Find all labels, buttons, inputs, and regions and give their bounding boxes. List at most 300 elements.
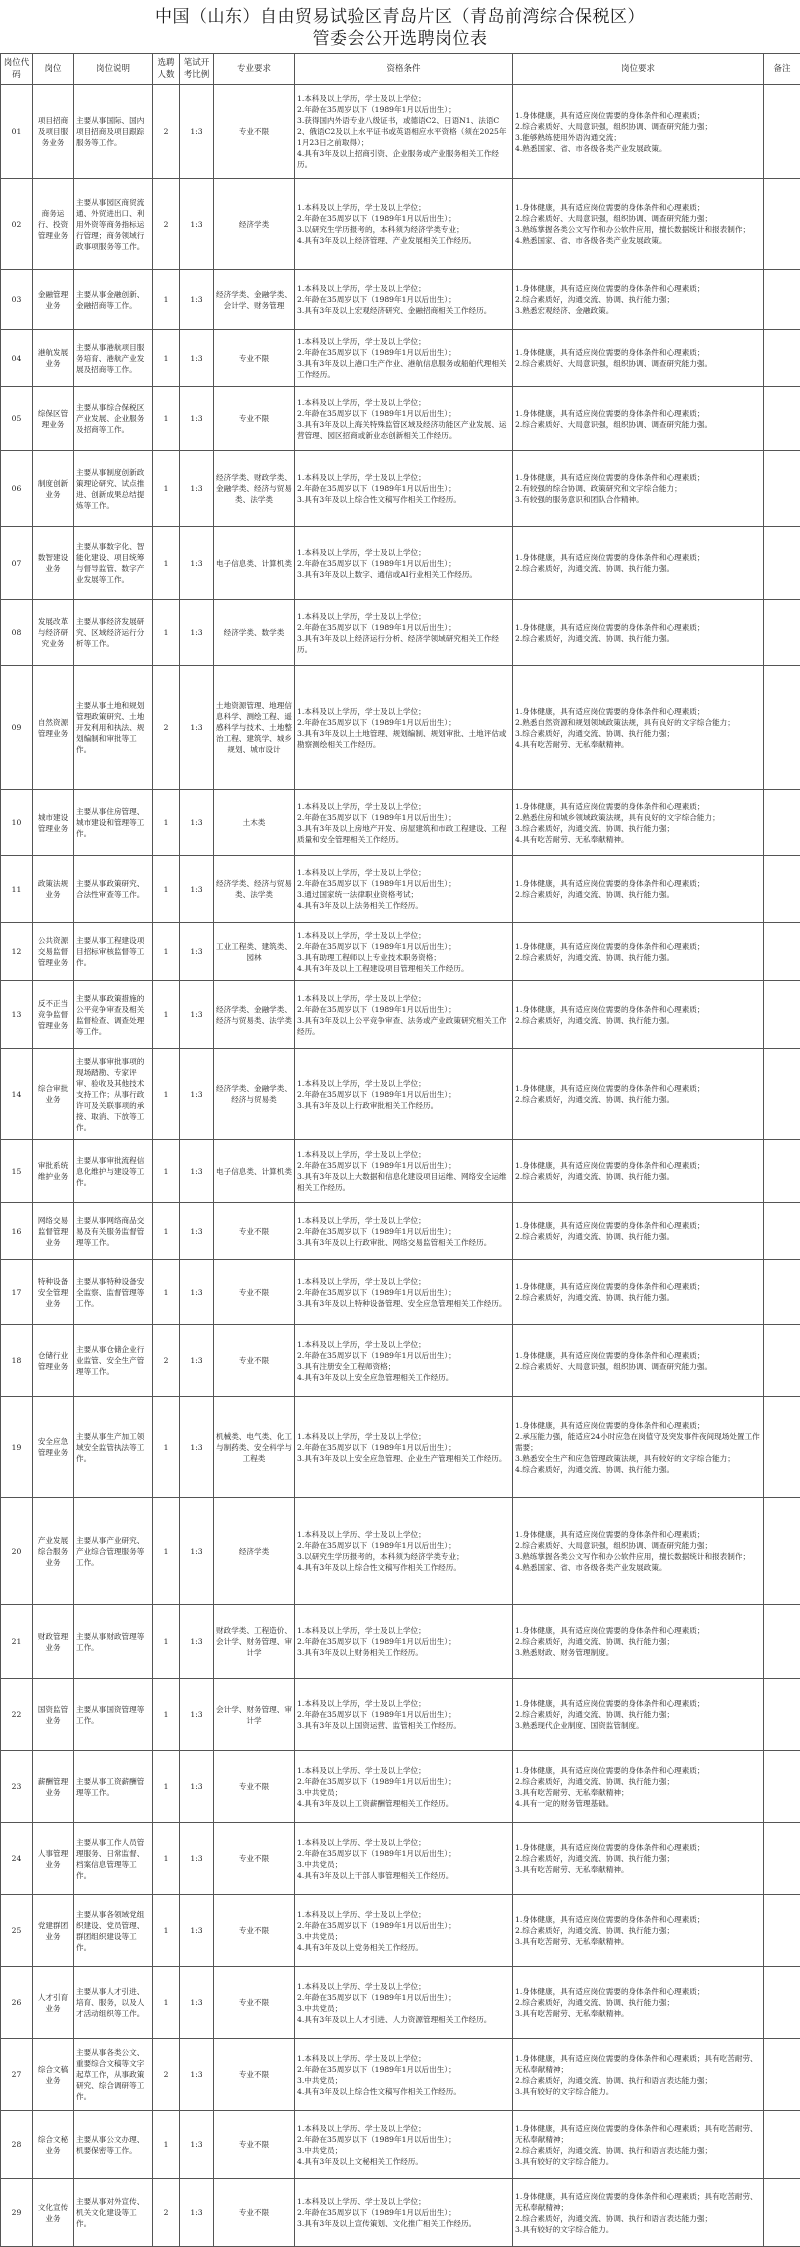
- qualification-item: 2.年龄在35周岁以下（1989年1月以后出生）；: [297, 1442, 510, 1453]
- cell-ratio: 1:3: [180, 1498, 214, 1605]
- requirement-item: 3.有较强的服务意识和团队合作精神。: [515, 494, 761, 505]
- cell-major: 土木类: [214, 790, 295, 856]
- cell-requirements: [513, 85, 764, 179]
- qualification-item: 3.中共党员；: [297, 1859, 510, 1870]
- requirement-item: 1.身体健康，具有适应岗位需要的身体条件和心理素质；: [515, 1350, 761, 1361]
- header-notes: 备注: [764, 54, 800, 85]
- requirement-item: 3.熟悉财政、财务管理制度。: [515, 1647, 761, 1658]
- cell-post: 制度创新业务: [33, 451, 74, 527]
- cell-ratio: 1:3: [180, 1325, 214, 1397]
- table-row: [1, 1823, 800, 1895]
- cell-post: 数智建设业务: [33, 527, 74, 600]
- qualification-item: 3.以研究生学历报考的，本科须为经济学类专业；: [297, 224, 510, 235]
- requirement-item: 3.具有吃苦耐劳、无私奉献精神。: [515, 1864, 761, 1875]
- cell-ratio: 1:3: [180, 981, 214, 1049]
- qualification-item: 1.本科及以上学历、学士及以上学位；: [297, 1529, 510, 1540]
- table-row: [1, 2111, 800, 2179]
- qualification-item: 2.年龄在35周岁以下（1989年1月以后出生）；: [297, 1004, 510, 1015]
- qualification-item: 3.中共党员；: [297, 2075, 510, 2086]
- qualification-item: 1.本科及以上学历、学士及以上学位；: [297, 2196, 510, 2207]
- qualification-item: 3.获得国内外语专业八级证书，或德语C2、日语N1、法语C2、俄语C2及以上水平证书或英语相应水平资格（须在2025年1月23日之前取得）；: [297, 115, 510, 148]
- qualification-item: 2.年龄在35周岁以下（1989年1月以后出生）；: [297, 1848, 510, 1859]
- qualification-item: 1.本科及以上学历，学士及以上学位；: [297, 801, 510, 812]
- cell-qualifications: [295, 1895, 513, 1967]
- requirement-item: 2.综合素质好、大局意识强，组织协调、调查研究能力强。: [515, 358, 761, 369]
- table-row: [1, 1679, 800, 1751]
- table-row: [1, 1049, 800, 1140]
- requirement-item: 3.具有吃苦耐劳、无私奉献精神。: [515, 1936, 761, 1947]
- cell-requirements: [513, 600, 764, 666]
- qualification-item: 1.本科及以上学历、学士及以上学位；: [297, 2123, 510, 2134]
- cell-count: 1: [153, 1895, 180, 1967]
- cell-major: 电子信息类、计算机类: [214, 1140, 295, 1203]
- requirement-item: 2.综合素质好，沟通交流、协调、执行能力强。: [515, 1094, 761, 1105]
- requirement-item: 2.综合素质好，沟通交流、协调、执行能力强。: [515, 1292, 761, 1303]
- requirement-item: 1.身体健康，具有适应岗位需要的身体条件和心理素质；: [515, 472, 761, 483]
- cell-post: 特种设备安全管理业务: [33, 1260, 74, 1325]
- qualification-item: 3.具有3年及以上综合性文稿写作相关工作经历。: [297, 494, 510, 505]
- qualification-item: 3.具有3年及以上经济运行分析、经济学领域研究相关工作经历。: [297, 633, 510, 655]
- cell-code: 05: [1, 387, 33, 451]
- cell-notes: [764, 1679, 800, 1751]
- cell-major: 专业不限: [214, 1203, 295, 1260]
- cell-count: 1: [153, 856, 180, 923]
- table-row: [1, 1967, 800, 2039]
- cell-code: 24: [1, 1823, 33, 1895]
- cell-requirements: [513, 981, 764, 1049]
- qualification-item: 1.本科及以上学历，学士及以上学位；: [297, 1215, 510, 1226]
- cell-notes: [764, 1967, 800, 2039]
- requirement-item: 1.身体健康，具有适应岗位需要的身体条件和心理素质；: [515, 110, 761, 121]
- requirement-item: 3.能够熟练使用外语沟通交流；: [515, 132, 761, 143]
- requirement-item: 3.熟练掌握各类公文写作和办公软件应用，擅长数据统计和报表制作；: [515, 1551, 761, 1562]
- cell-requirements: [513, 666, 764, 790]
- qualification-item: 1.本科及以上学历，学士及以上学位；: [297, 283, 510, 294]
- cell-ratio: 1:3: [180, 1823, 214, 1895]
- cell-requirements: [513, 1751, 764, 1823]
- qualification-item: 2.年龄在35周岁以下（1989年1月以后出生）；: [297, 1287, 510, 1298]
- cell-description: 主要从事港航项目服务培育、港航产业发展及招商等工作。: [74, 330, 153, 387]
- qualification-item: 1.本科及以上学历，学士及以上学位；: [297, 1625, 510, 1636]
- cell-count: 1: [153, 1498, 180, 1605]
- cell-requirements: [513, 1895, 764, 1967]
- requirement-item: 2.综合素质好、大局意识强，组织协调、调查研究能力强；: [515, 213, 761, 224]
- cell-description: 主要从事政策研究、合法性审查等工作。: [74, 856, 153, 923]
- requirement-item: 1.身体健康，具有适应岗位需要的身体条件和心理素质；: [515, 1420, 761, 1431]
- cell-count: 2: [153, 2039, 180, 2111]
- cell-code: 15: [1, 1140, 33, 1203]
- requirement-item: 1.身体健康，具有适应岗位需要的身体条件和心理素质；: [515, 552, 761, 563]
- requirement-item: 1.身体健康，具有适应岗位需要的身体条件和心理素质；: [515, 202, 761, 213]
- cell-code: 04: [1, 330, 33, 387]
- cell-major: 专业不限: [214, 1751, 295, 1823]
- requirement-item: 3.熟悉安全生产和应急管理政策法规，具有较好的文字综合能力；: [515, 1453, 761, 1464]
- requirement-item: 1.身体健康，具有适应岗位需要的身体条件和心理素质；: [515, 408, 761, 419]
- qualification-item: 3.通过国家统一法律职业资格考试；: [297, 889, 510, 900]
- cell-ratio: 1:3: [180, 923, 214, 981]
- qualification-item: 2.年龄在35周岁以下（1989年1月以后出生）；: [297, 1709, 510, 1720]
- cell-requirements: [513, 2111, 764, 2179]
- cell-qualifications: [295, 600, 513, 666]
- cell-description: 主要从事政策措施的公平竞争审查及相关监督检查、调查处理等工作。: [74, 981, 153, 1049]
- cell-requirements: [513, 1325, 764, 1397]
- qualification-item: 4.具有3年及以上干部人事管理相关工作经历。: [297, 1870, 510, 1881]
- cell-notes: [764, 85, 800, 179]
- cell-major: 经济学类、金融学类、经济与贸易类、法学类: [214, 981, 295, 1049]
- requirement-item: 2.综合素质好，沟通交流、协调、执行能力强；: [515, 1925, 761, 1936]
- requirement-item: 2.综合素质好，沟通交流、协调、执行能力强。: [515, 952, 761, 963]
- cell-code: 20: [1, 1498, 33, 1605]
- cell-count: 1: [153, 923, 180, 981]
- requirement-item: 1.身体健康，具有适应岗位需要的身体条件和心理素质；: [515, 1625, 761, 1636]
- cell-qualifications: [295, 387, 513, 451]
- requirement-item: 1.身体健康，具有适应岗位需要的身体条件和心理素质；: [515, 1281, 761, 1292]
- cell-post: 综合文稿业务: [33, 2039, 74, 2111]
- qualification-item: 4.具有3年及以上党务相关工作经历。: [297, 1942, 510, 1953]
- cell-notes: [764, 923, 800, 981]
- cell-notes: [764, 981, 800, 1049]
- qualification-item: 2.年龄在35周岁以下（1989年1月以后出生）；: [297, 2134, 510, 2145]
- table-row: [1, 1498, 800, 1605]
- requirement-item: 1.身体健康，具有适应岗位需要的身体条件和心理素质；: [515, 1986, 761, 1997]
- table-row: [1, 981, 800, 1049]
- qualification-item: 3.具有3年及以上行政审批相关工作经历。: [297, 1100, 510, 1111]
- table-row: [1, 1751, 800, 1823]
- cell-requirements: [513, 527, 764, 600]
- cell-notes: [764, 1140, 800, 1203]
- qualification-item: 3.以研究生学历报考的，本科须为经济学类专业；: [297, 1551, 510, 1562]
- cell-major: 工业工程类、建筑类、园林: [214, 923, 295, 981]
- title-line-2: 管委会公开选聘岗位表: [0, 28, 800, 50]
- requirement-item: 2.综合素质好，沟通交流、协调、执行和语言表达能力强；: [515, 2145, 761, 2156]
- cell-ratio: 1:3: [180, 2111, 214, 2179]
- requirement-item: 1.身体健康，具有适应岗位需要的身体条件和心理素质；: [515, 347, 761, 358]
- qualification-item: 1.本科及以上学历，学士及以上学位；: [297, 867, 510, 878]
- cell-major: 经济学类、数学类: [214, 600, 295, 666]
- requirement-item: 3.具有吃苦耐劳、无私奉献精神。: [515, 2008, 761, 2019]
- requirement-item: 3.综合素质好，沟通交流、协调、执行能力强；: [515, 823, 761, 834]
- cell-post: 财政管理业务: [33, 1605, 74, 1679]
- cell-major: 专业不限: [214, 85, 295, 179]
- qualification-item: 3.具有3年及以上特种设备管理、安全应急管理相关工作经历。: [297, 1298, 510, 1309]
- table-row: [1, 527, 800, 600]
- qualification-item: 3.具有3年及以上土地管理、规划编制、规划审批、土地评估或勘察测绘相关工作经历。: [297, 728, 510, 750]
- cell-description: 主要从事人才引进、培育、服务，以及人才活动组织等工作。: [74, 1967, 153, 2039]
- table-row: [1, 1895, 800, 1967]
- requirement-item: 1.身体健康，具有适应岗位需要的身体条件和心理素质；: [515, 878, 761, 889]
- cell-requirements: [513, 1823, 764, 1895]
- qualification-item: 3.具有助理工程师以上专业技术职务资格；: [297, 952, 510, 963]
- cell-notes: [764, 790, 800, 856]
- cell-notes: [764, 1049, 800, 1140]
- cell-ratio: 1:3: [180, 600, 214, 666]
- cell-notes: [764, 2111, 800, 2179]
- cell-qualifications: [295, 2111, 513, 2179]
- cell-notes: [764, 451, 800, 527]
- table-body: [1, 85, 800, 2247]
- requirement-item: 2.综合素质好，沟通交流、协调、执行能力强；: [515, 1853, 761, 1864]
- cell-post: 综合审批业务: [33, 1049, 74, 1140]
- header-post: 岗位: [33, 54, 74, 85]
- cell-major: 经济学类、经济与贸易类、法学类: [214, 856, 295, 923]
- header-qualifications: 资格条件: [295, 54, 513, 85]
- cell-major: 专业不限: [214, 1325, 295, 1397]
- cell-count: 1: [153, 1823, 180, 1895]
- qualification-item: 1.本科及以上学历，学士及以上学位；: [297, 472, 510, 483]
- qualification-item: 4.具有3年及以上法务相关工作经历。: [297, 900, 510, 911]
- cell-qualifications: [295, 179, 513, 270]
- qualification-item: 3.具有3年及以上房地产开发、房屋建筑和市政工程建设、工程质量和安全管理相关工作经历。: [297, 823, 510, 845]
- cell-major: 会计学、财务管理、审计学: [214, 1679, 295, 1751]
- cell-qualifications: [295, 1605, 513, 1679]
- qualification-item: 3.具有3年及以上港口生产作业、港航信息服务或船舶代理相关工作经历。: [297, 358, 510, 380]
- cell-major: 专业不限: [214, 1895, 295, 1967]
- table-row: [1, 790, 800, 856]
- cell-code: 17: [1, 1260, 33, 1325]
- cell-qualifications: [295, 1967, 513, 2039]
- qualification-item: 1.本科及以上学历，学士及以上学位；: [297, 1276, 510, 1287]
- cell-description: 主要从事审批事项的现场踏勘、专家评审、验收及其他技术支持工作；从事行政许可及关联事项的承接、取消、下放等工作。: [74, 1049, 153, 1140]
- cell-requirements: [513, 1498, 764, 1605]
- cell-post: 安全应急管理业务: [33, 1397, 74, 1498]
- cell-major: 经济学类、金融学类、经济与贸易类: [214, 1049, 295, 1140]
- cell-post: 仓储行业管理业务: [33, 1325, 74, 1397]
- cell-description: 主要从事制度创新政策理论研究、试点推进、创新成果总结提炼等工作。: [74, 451, 153, 527]
- cell-major: 经济学类、财政学类、金融学类、经济与贸易类、法学类: [214, 451, 295, 527]
- cell-count: 1: [153, 527, 180, 600]
- header-requirements: 岗位要求: [513, 54, 764, 85]
- cell-notes: [764, 666, 800, 790]
- cell-count: 1: [153, 1679, 180, 1751]
- requirement-item: 2.熟悉自然资源和规划领域政策法规，具有良好的文字综合能力；: [515, 717, 761, 728]
- qualification-item: 2.年龄在35周岁以下（1989年1月以后出生）；: [297, 717, 510, 728]
- cell-qualifications: [295, 270, 513, 330]
- cell-notes: [764, 1895, 800, 1967]
- qualification-item: 1.本科及以上学历、学士及以上学位；: [297, 2053, 510, 2064]
- qualification-item: 3.具有3年及以上宣传策划、文化推广相关工作经历。: [297, 2218, 510, 2229]
- cell-count: 1: [153, 981, 180, 1049]
- cell-major: 专业不限: [214, 330, 295, 387]
- qualification-item: 1.本科及以上学历，学士及以上学位；: [297, 1149, 510, 1160]
- cell-major: 专业不限: [214, 1823, 295, 1895]
- cell-code: 25: [1, 1895, 33, 1967]
- cell-code: 28: [1, 2111, 33, 2179]
- qualification-item: 2.年龄在35周岁以下（1989年1月以后出生）；: [297, 483, 510, 494]
- table-row: [1, 1260, 800, 1325]
- requirement-item: 1.身体健康，具有适应岗位需要的身体条件和心理素质；: [515, 1083, 761, 1094]
- cell-ratio: 1:3: [180, 387, 214, 451]
- qualification-item: 3.中共党员；: [297, 1787, 510, 1798]
- cell-ratio: 1:3: [180, 1397, 214, 1498]
- requirement-item: 3.具有较好的文字综合能力。: [515, 2224, 761, 2235]
- cell-post: 综保区管理业务: [33, 387, 74, 451]
- cell-major: 专业不限: [214, 1967, 295, 2039]
- cell-code: 02: [1, 179, 33, 270]
- cell-description: 主要从事综合保税区产业发展、企业服务及招商等工作。: [74, 387, 153, 451]
- cell-requirements: [513, 1967, 764, 2039]
- cell-code: 07: [1, 527, 33, 600]
- qualification-item: 1.本科及以上学历，学士及以上学位；: [297, 1339, 510, 1350]
- requirement-item: 1.身体健康，具有适应岗位需要的身体条件和心理素质；: [515, 801, 761, 812]
- qualification-item: 1.本科及以上学历，学士及以上学位；: [297, 397, 510, 408]
- qualification-item: 1.本科及以上学历，学士及以上学位；: [297, 93, 510, 104]
- cell-post: 港航发展业务: [33, 330, 74, 387]
- cell-count: 1: [153, 1751, 180, 1823]
- qualification-item: 3.具有3年及以上数字、通信或AI行业相关工作经历。: [297, 569, 510, 580]
- requirement-item: 1.身体健康，具有适应岗位需要的身体条件和心理素质；: [515, 1765, 761, 1776]
- cell-major: 专业不限: [214, 387, 295, 451]
- cell-description: 主要从事工资薪酬管理等工作。: [74, 1751, 153, 1823]
- requirement-item: 2.有较强的综合协调、政策研究和文字综合能力；: [515, 483, 761, 494]
- table-row: [1, 85, 800, 179]
- cell-qualifications: [295, 1823, 513, 1895]
- qualification-item: 1.本科及以上学历，学士及以上学位；: [297, 1078, 510, 1089]
- cell-post: 自然资源管理业务: [33, 666, 74, 790]
- qualification-item: 2.年龄在35周岁以下（1989年1月以后出生）；: [297, 213, 510, 224]
- qualification-item: 1.本科及以上学历，学士及以上学位；: [297, 993, 510, 1004]
- cell-description: 主要从事金融创新、金融招商等工作。: [74, 270, 153, 330]
- cell-post: 公共资源交易监督管理业务: [33, 923, 74, 981]
- cell-post: 文化宣传业务: [33, 2179, 74, 2247]
- cell-description: 主要从事对外宣传、机关文化建设等工作。: [74, 2179, 153, 2247]
- qualification-item: 3.具有3年及以上行政审批、网络交易监管相关工作经历。: [297, 1237, 510, 1248]
- cell-description: 主要从事住房管理、城市建设和管理等工作。: [74, 790, 153, 856]
- requirement-item: 1.身体健康，具有适应岗位需要的身体条件和心理素质；: [515, 622, 761, 633]
- cell-ratio: 1:3: [180, 856, 214, 923]
- qualification-item: 2.年龄在35周岁以下（1989年1月以后出生）；: [297, 941, 510, 952]
- requirement-item: 1.身体健康，具有适应岗位需要的身体条件和心理素质；: [515, 941, 761, 952]
- cell-ratio: 1:3: [180, 1140, 214, 1203]
- cell-ratio: 1:3: [180, 1260, 214, 1325]
- cell-count: 1: [153, 1049, 180, 1140]
- cell-major: 经济学类: [214, 1498, 295, 1605]
- table-row: [1, 179, 800, 270]
- cell-description: 主要从事数字化、智能化建设、项目统筹与督导监管、数字产业发展等工作。: [74, 527, 153, 600]
- requirement-item: 3.具有较好的文字综合能力。: [515, 2086, 761, 2097]
- cell-notes: [764, 527, 800, 600]
- qualification-item: 2.年龄在35周岁以下（1989年1月以后出生）；: [297, 1160, 510, 1171]
- cell-count: 1: [153, 1140, 180, 1203]
- requirement-item: 2.综合素质好，沟通交流、协调、执行能力强；: [515, 1776, 761, 1787]
- cell-ratio: 1:3: [180, 666, 214, 790]
- cell-count: 1: [153, 330, 180, 387]
- qualification-item: 1.本科及以上学历，学士及以上学位；: [297, 202, 510, 213]
- header-count: 选聘人数: [153, 54, 180, 85]
- cell-post: 人才引育业务: [33, 1967, 74, 2039]
- qualification-item: 2.年龄在35周岁以下（1989年1月以后出生）；: [297, 1776, 510, 1787]
- qualification-item: 3.具有3年及以上国资运营、监管相关工作经历。: [297, 1720, 510, 1731]
- cell-qualifications: [295, 856, 513, 923]
- qualification-item: 1.本科及以上学历，学士及以上学位；: [297, 930, 510, 941]
- cell-major: 经济学类、金融学类、会计学、财务管理: [214, 270, 295, 330]
- qualification-item: 3.具有3年及以上海关特殊监管区域及经济功能区产业发展、运营管理、园区招商或新业态创新相关工作经历。: [297, 419, 510, 441]
- cell-post: 党建群团业务: [33, 1895, 74, 1967]
- cell-code: 10: [1, 790, 33, 856]
- cell-requirements: [513, 1679, 764, 1751]
- qualification-item: 2.年龄在35周岁以下（1989年1月以后出生）；: [297, 104, 510, 115]
- cell-major: 土地资源管理、地理信息科学、测绘工程、遥感科学与技术、土地整治工程、建筑学、城乡规划、城市设计: [214, 666, 295, 790]
- requirement-item: 2.综合素质好、大局意识强，组织协调、调查研究能力强；: [515, 1540, 761, 1551]
- cell-major: 专业不限: [214, 2039, 295, 2111]
- cell-qualifications: [295, 2039, 513, 2111]
- qualification-item: 1.本科及以上学历，学士及以上学位；: [297, 1698, 510, 1709]
- cell-code: 09: [1, 666, 33, 790]
- qualification-item: 2.年龄在35周岁以下（1989年1月以后出生）；: [297, 1540, 510, 1551]
- qualification-item: 1.本科及以上学历、学士及以上学位；: [297, 1765, 510, 1776]
- cell-major: 经济学类: [214, 179, 295, 270]
- table-row: [1, 270, 800, 330]
- cell-description: 主要从事国资管理等工作。: [74, 1679, 153, 1751]
- cell-count: 2: [153, 2179, 180, 2247]
- cell-description: 主要从事审批流程信息化维护与建设等工作。: [74, 1140, 153, 1203]
- requirement-item: 1.身体健康，具有适应岗位需要的身体条件和心理素质；: [515, 1529, 761, 1540]
- cell-count: 2: [153, 1325, 180, 1397]
- cell-count: 1: [153, 1397, 180, 1498]
- requirement-item: 2.综合素质好、大局意识强，组织协调、调查研究能力强。: [515, 419, 761, 430]
- cell-qualifications: [295, 981, 513, 1049]
- cell-qualifications: [295, 527, 513, 600]
- cell-ratio: 1:3: [180, 270, 214, 330]
- qualification-item: 3.具有3年及以上大数据和信息化建设项目运维、网络安全运维相关工作经历。: [297, 1171, 510, 1193]
- qualification-item: 1.本科及以上学历，学士及以上学位；: [297, 547, 510, 558]
- cell-requirements: [513, 270, 764, 330]
- cell-count: 2: [153, 179, 180, 270]
- requirement-item: 2.综合素质好、大局意识强，组织协调、调查研究能力强。: [515, 1361, 761, 1372]
- cell-qualifications: [295, 1498, 513, 1605]
- requirement-item: 4.熟悉国家、省、市各级各类产业发展政策。: [515, 143, 761, 154]
- cell-post: 金融管理业务: [33, 270, 74, 330]
- cell-ratio: 1:3: [180, 2179, 214, 2247]
- qualification-item: 4.具有3年及以上人才引进、人力资源管理相关工作经历。: [297, 2014, 510, 2025]
- cell-requirements: [513, 1260, 764, 1325]
- requirement-item: 4.具有吃苦耐劳、无私奉献精神。: [515, 834, 761, 845]
- requirement-item: 1.身体健康，具有适应岗位需要的身体条件和心理素质；: [515, 1220, 761, 1231]
- table-row: [1, 1325, 800, 1397]
- cell-post: 审批系统维护业务: [33, 1140, 74, 1203]
- cell-post: 项目招商及项目服务业务: [33, 85, 74, 179]
- requirement-item: 1.身体健康，具有适应岗位需要的身体条件和心理素质；: [515, 706, 761, 717]
- cell-ratio: 1:3: [180, 1203, 214, 1260]
- cell-post: 商务运行、投资管理业务: [33, 179, 74, 270]
- qualification-item: 2.年龄在35周岁以下（1989年1月以后出生）；: [297, 558, 510, 569]
- cell-qualifications: [295, 1049, 513, 1140]
- qualification-item: 4.具有3年及以上工程建设项目管理相关工作经历。: [297, 963, 510, 974]
- cell-major: 专业不限: [214, 2179, 295, 2247]
- requirement-item: 1.身体健康，具有适应岗位需要的身体条件和心理素质；具有吃苦耐劳、无私奉献精神；: [515, 2053, 761, 2075]
- cell-post: 反不正当竞争监督管理业务: [33, 981, 74, 1049]
- requirement-item: 1.身体健康，具有适应岗位需要的身体条件和心理素质；: [515, 1160, 761, 1171]
- cell-post: 国资监管业务: [33, 1679, 74, 1751]
- cell-code: 19: [1, 1397, 33, 1498]
- cell-qualifications: [295, 1325, 513, 1397]
- cell-ratio: 1:3: [180, 330, 214, 387]
- cell-ratio: 1:3: [180, 1751, 214, 1823]
- requirement-item: 4.具有一定的财务管理基础。: [515, 1798, 761, 1809]
- cell-count: 1: [153, 451, 180, 527]
- cell-code: 12: [1, 923, 33, 981]
- cell-major: 机械类、电气类、化工与制药类、安全科学与工程类: [214, 1397, 295, 1498]
- cell-qualifications: [295, 1203, 513, 1260]
- qualification-item: 3.中共党员；: [297, 1931, 510, 1942]
- requirement-item: 4.熟悉国家、省、市各级各类产业发展政策。: [515, 1562, 761, 1573]
- cell-qualifications: [295, 1751, 513, 1823]
- qualification-item: 2.年龄在35周岁以下（1989年1月以后出生）；: [297, 2207, 510, 2218]
- cell-notes: [764, 387, 800, 451]
- qualification-item: 3.具有注册安全工程师资格；: [297, 1361, 510, 1372]
- qualification-item: 4.具有3年及以上综合性文稿写作相关工作经历。: [297, 1562, 510, 1573]
- cell-description: 主要从事工程建设项目招标审核监督等工作。: [74, 923, 153, 981]
- qualification-item: 4.具有3年及以上工资薪酬管理相关工作经历。: [297, 1798, 510, 1809]
